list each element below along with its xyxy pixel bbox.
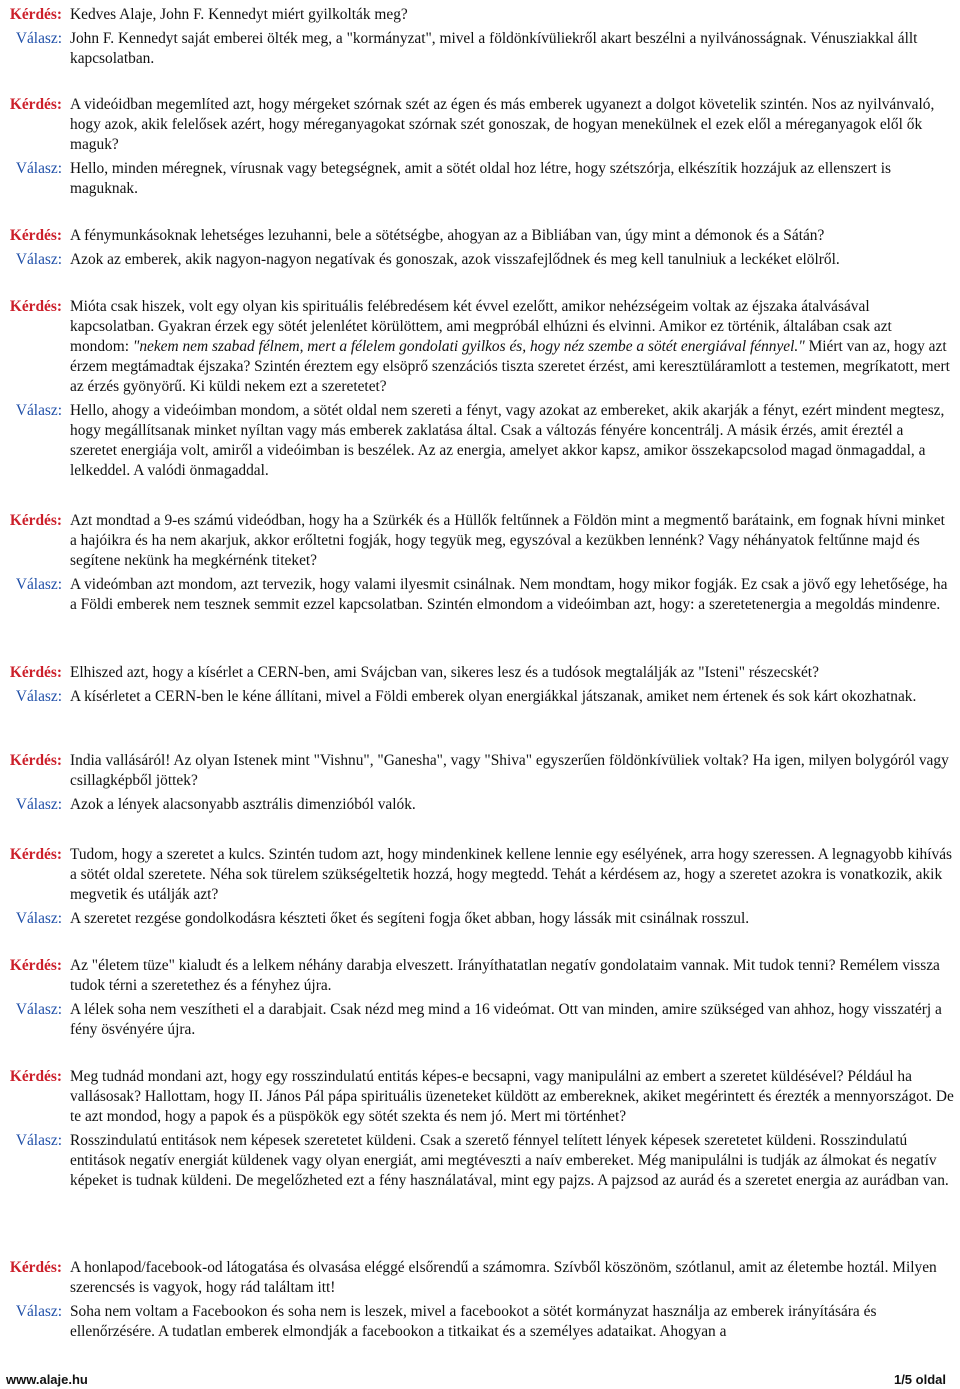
qa-block	[0, 511, 960, 615]
answer-row	[0, 1131, 960, 1191]
answer-label: Válasz:	[15, 910, 62, 927]
answer-row	[0, 575, 960, 615]
question-row	[0, 1067, 960, 1127]
text-segment: Rosszindulatú entitások nem képesek szeretetet küldeni. Csak a szerető fénnyel telített lények képesek szeretetet küldeni. Rosszindulatú entitások negatív energiát küldenek vagy olyan energiát, ami megtéveszti a naív embereket. Még manipulálni is tudják az álmokat és negatív képeket is tudnak küldeni. De megelőzheted ezt a fény használatával, mint egy pajzs. A pajzsod az aurád és a szeretet energia az aurádban van.	[70, 1132, 949, 1189]
text-segment: Azt mondtad a 9-es számú videódban, hogy ha a Szürkék és a Hüllők feltűnnek a Földön mint a megmentő barátaink, em fognak hívni minket a hajóikra és ha nem akarjuk, akkor erőltetni fogják, hogy tegyük meg, egyszóval a kezükben lennénk? Vagy néhányatok feltűnne majd és segítene nekünk ha megkérnénk titeket?	[70, 512, 945, 569]
text-segment: A honlapod/facebook-od látogatása és olvasása eléggé elsőrendű a számomra. Szívből köszönöm, szótlanul, amit az életembe hoztál. Milyen szerencsés is vagyok, hogy rád találtam itt!	[70, 1259, 937, 1296]
answer-text	[70, 401, 960, 481]
text-segment: Miért van az, hogy azt érzem megtámadtak éjszaka? Szintén éreztem egy elsöprő szenzációs tiszta szeretet érzést, ami keresztüláramlott a testemen, megríkatott, mert az érzés gyönyörű. Ki küldi nekem ezt a szeretetet?	[70, 338, 950, 395]
text-segment: A fénymunkásoknak lehetséges lezuhanni, bele a sötétségbe, ahogyan az a Bibliában van, úgy mint a démonok és a Sátán?	[70, 227, 825, 244]
question-row	[0, 5, 960, 25]
answer-row	[0, 401, 960, 481]
text-segment: Tudom, hogy a szeretet a kulcs. Szintén tudom azt, hogy mindenkinek kellene lennie egy esélyének, arra hogy szeressen. A legnagyobb kihívás a sötét oldal szeretete. Néha sok türelem szükségeltetik hozzá, hogy megtedd. Tehát a kérdésem az, hogy a szeretet azokra is vonatkozik, akik megvetik és utálják azt?	[70, 846, 953, 903]
question-label: Kérdés:	[9, 752, 62, 769]
answer-row	[0, 909, 960, 929]
question-text	[70, 1258, 960, 1298]
qa-block	[0, 297, 960, 481]
text-segment: Elhiszed azt, hogy a kísérlet a CERN-ben, ami Svájcban van, sikeres lesz és a tudósok megtalálják az "Isteni" részecskét?	[70, 664, 819, 681]
answer-text	[70, 575, 960, 615]
answer-text	[70, 795, 960, 815]
answer-label: Válasz:	[15, 1132, 62, 1149]
answer-row	[0, 159, 960, 199]
answer-text	[70, 29, 960, 69]
question-text	[70, 845, 960, 905]
question-row	[0, 845, 960, 905]
question-text	[70, 5, 960, 25]
question-label: Kérdés:	[9, 298, 62, 315]
qa-block	[0, 226, 960, 270]
question-row	[0, 1258, 960, 1298]
text-segment: John F. Kennedyt saját emberei ölték meg, a "kormányzat", mivel a földönkívüliekről akart beszélni a nyilvánosságnak. Vénusziakkal állt kapcsolatban.	[70, 30, 918, 67]
text-segment: Azok az emberek, akik nagyon-nagyon negatívak és gonoszak, azok visszafejlődnek és meg kell tanulniuk a leckéket elölről.	[70, 251, 840, 268]
qa-block	[0, 663, 960, 707]
answer-text	[70, 909, 960, 929]
qa-block	[0, 751, 960, 815]
text-segment: Az "életem tüze" kialudt és a lelkem néhány darabja elveszett. Irányíthatatlan negatív gondolataim vannak. Mit tudok tenni? Remélem vissza tudok térni a szeretethez és a fényhez újra.	[70, 957, 940, 994]
text-segment: Hello, ahogy a videóimban mondom, a sötét oldal nem szereti a fényt, vagy azokat az embereket, akik akarják a fényt, ezért mindent megtesz, hogy megállítsanak minket nyíltan vagy más emberek zaklatása által. Csak a változás fényére koncentrálj. A másik érzés, amit éreztél a szeretet energiája volt, amiről a videóimban is beszélek. Az az energia, amelyet akkor kapsz, amikor összekapcsolod magad önmagaddal, a lelkeddel. A valódi önmagaddal.	[70, 402, 945, 479]
answer-row	[0, 687, 960, 707]
answer-label: Válasz:	[15, 251, 62, 268]
text-segment: A videóidban megemlíted azt, hogy mérgeket szórnak szét az égen és más emberek ugyanezt a dolgot követelik szintén. Nos az nyilvánvaló, hogy azok, akik felelősek azért, hogy méreganyagokat szórnak szét gonoszak, de hogyan menekülnek el ezek elől a méreganyagok elől ők maguk?	[70, 96, 935, 153]
answer-row	[0, 250, 960, 270]
text-segment: A kísérletet a CERN-ben le kéne állítani, mivel a Földi emberek olyan energiákkal játszanak, amiket nem értenek és sok kárt okozhatnak.	[70, 688, 917, 705]
answer-text	[70, 1131, 960, 1191]
question-label: Kérdés:	[9, 6, 62, 23]
question-text	[70, 1067, 960, 1127]
answer-label: Válasz:	[15, 402, 62, 419]
answer-label: Válasz:	[15, 1001, 62, 1018]
question-row	[0, 956, 960, 996]
question-label: Kérdés:	[9, 846, 62, 863]
text-segment: Meg tudnád mondani azt, hogy egy rosszindulatú entitás képes-e becsapni, vagy manipulálni az embert a szeretet küldésével? Például ha vallásosak? Hallottam, hogy II. János Pál pápa spirituális üzeneteket küldött az embereknek, akiket megérintett és érezték a mennyországot. De te azt mondod, hogy a papok és a püspökök egy sötét szekta és nem jó. Mert mi történhet?	[70, 1068, 954, 1125]
quoted-text: "nekem nem szabad félnem, mert a félelem gondolati gyilkos és, hogy néz szembe a sötét energiával fénnyel."	[132, 338, 805, 355]
answer-label: Válasz:	[15, 160, 62, 177]
question-label: Kérdés:	[9, 227, 62, 244]
question-row	[0, 511, 960, 571]
answer-row	[0, 1302, 960, 1342]
question-row	[0, 226, 960, 246]
question-row	[0, 751, 960, 791]
question-text	[70, 297, 960, 397]
footer-page-number: 1/5 oldal	[893, 1372, 946, 1387]
footer-site-url[interactable]: www.alaje.hu	[6, 1372, 88, 1387]
answer-label: Válasz:	[15, 688, 62, 705]
answer-text	[70, 687, 960, 707]
qa-block	[0, 5, 960, 69]
text-segment: Kedves Alaje, John F. Kennedyt miért gyilkolták meg?	[70, 6, 408, 23]
qa-block	[0, 1258, 960, 1342]
question-text	[70, 751, 960, 791]
qa-block	[0, 95, 960, 199]
question-row	[0, 95, 960, 155]
question-row	[0, 297, 960, 397]
question-label: Kérdés:	[9, 1068, 62, 1085]
answer-label: Válasz:	[15, 796, 62, 813]
question-row	[0, 663, 960, 683]
text-segment: Azok a lények alacsonyabb asztrális dimenzióból valók.	[70, 796, 416, 813]
question-label: Kérdés:	[9, 96, 62, 113]
answer-text	[70, 1000, 960, 1040]
text-segment: A videómban azt mondom, azt tervezik, hogy valami ilyesmit csinálnak. Nem mondtam, hogy mikor fogják. Ez csak a jövő egy lehetősége, ha a Földi emberek nem tesznek semmit ezzel kapcsolatban. Szintén elmondom a videóimban azt, hogy: a szeretetenergia a megoldás mindenre.	[70, 576, 948, 613]
qa-block	[0, 1067, 960, 1191]
answer-row	[0, 29, 960, 69]
answer-row	[0, 795, 960, 815]
question-text	[70, 226, 960, 246]
answer-row	[0, 1000, 960, 1040]
question-text	[70, 511, 960, 571]
answer-text	[70, 250, 960, 270]
text-segment: Hello, minden méregnek, vírusnak vagy betegségnek, amit a sötét oldal hoz létre, hogy szétszórja, elkészítik hozzájuk az ellenszert is maguknak.	[70, 160, 891, 197]
question-text	[70, 663, 960, 683]
question-label: Kérdés:	[9, 512, 62, 529]
qa-block	[0, 845, 960, 929]
page-footer	[0, 1370, 960, 1389]
question-text	[70, 95, 960, 155]
answer-text	[70, 159, 960, 199]
question-label: Kérdés:	[9, 664, 62, 681]
text-segment: A lélek soha nem veszítheti el a darabjait. Csak nézd meg mind a 16 videómat. Ott van minden, amire szükséged van ahhoz, hogy visszatérj a fény ösvényére újra.	[70, 1001, 942, 1038]
question-text	[70, 956, 960, 996]
text-segment: India vallásáról! Az olyan Istenek mint "Vishnu", "Ganesha", vagy "Shiva" egyszerűen földönkívüliek voltak? Ha igen, milyen bolygóról vagy csillagképből jöttek?	[70, 752, 949, 789]
answer-label: Válasz:	[15, 30, 62, 47]
text-segment: Mióta csak hiszek, volt egy olyan kis spirituális felébredésem két évvel ezelőtt, amikor nehézségeim voltak az éjszaka átalvásával kapcsolatban. Gyakran érzek egy sötét jelenlétet körülöttem, ami megpróbál elhúzni és elvinni. Amikor ez történik, általában csak azt mondom:	[70, 298, 892, 355]
qa-block	[0, 956, 960, 1040]
question-label: Kérdés:	[9, 957, 62, 974]
answer-label: Válasz:	[15, 576, 62, 593]
text-segment: A szeretet rezgése gondolkodásra készteti őket és segíteni fogja őket abban, hogy lássák mit csinálnak rosszul.	[70, 910, 750, 927]
question-label: Kérdés:	[9, 1259, 62, 1276]
answer-text	[70, 1302, 960, 1342]
text-segment: Soha nem voltam a Facebookon és soha nem is leszek, mivel a facebookot a sötét kormányzat használja az emberek irányítására és ellenőrzésére. A tudatlan emberek elmondják a facebookon a titkaikat és a személyes adataikat. Ahogyan a	[70, 1303, 877, 1340]
answer-label: Válasz:	[15, 1303, 62, 1320]
